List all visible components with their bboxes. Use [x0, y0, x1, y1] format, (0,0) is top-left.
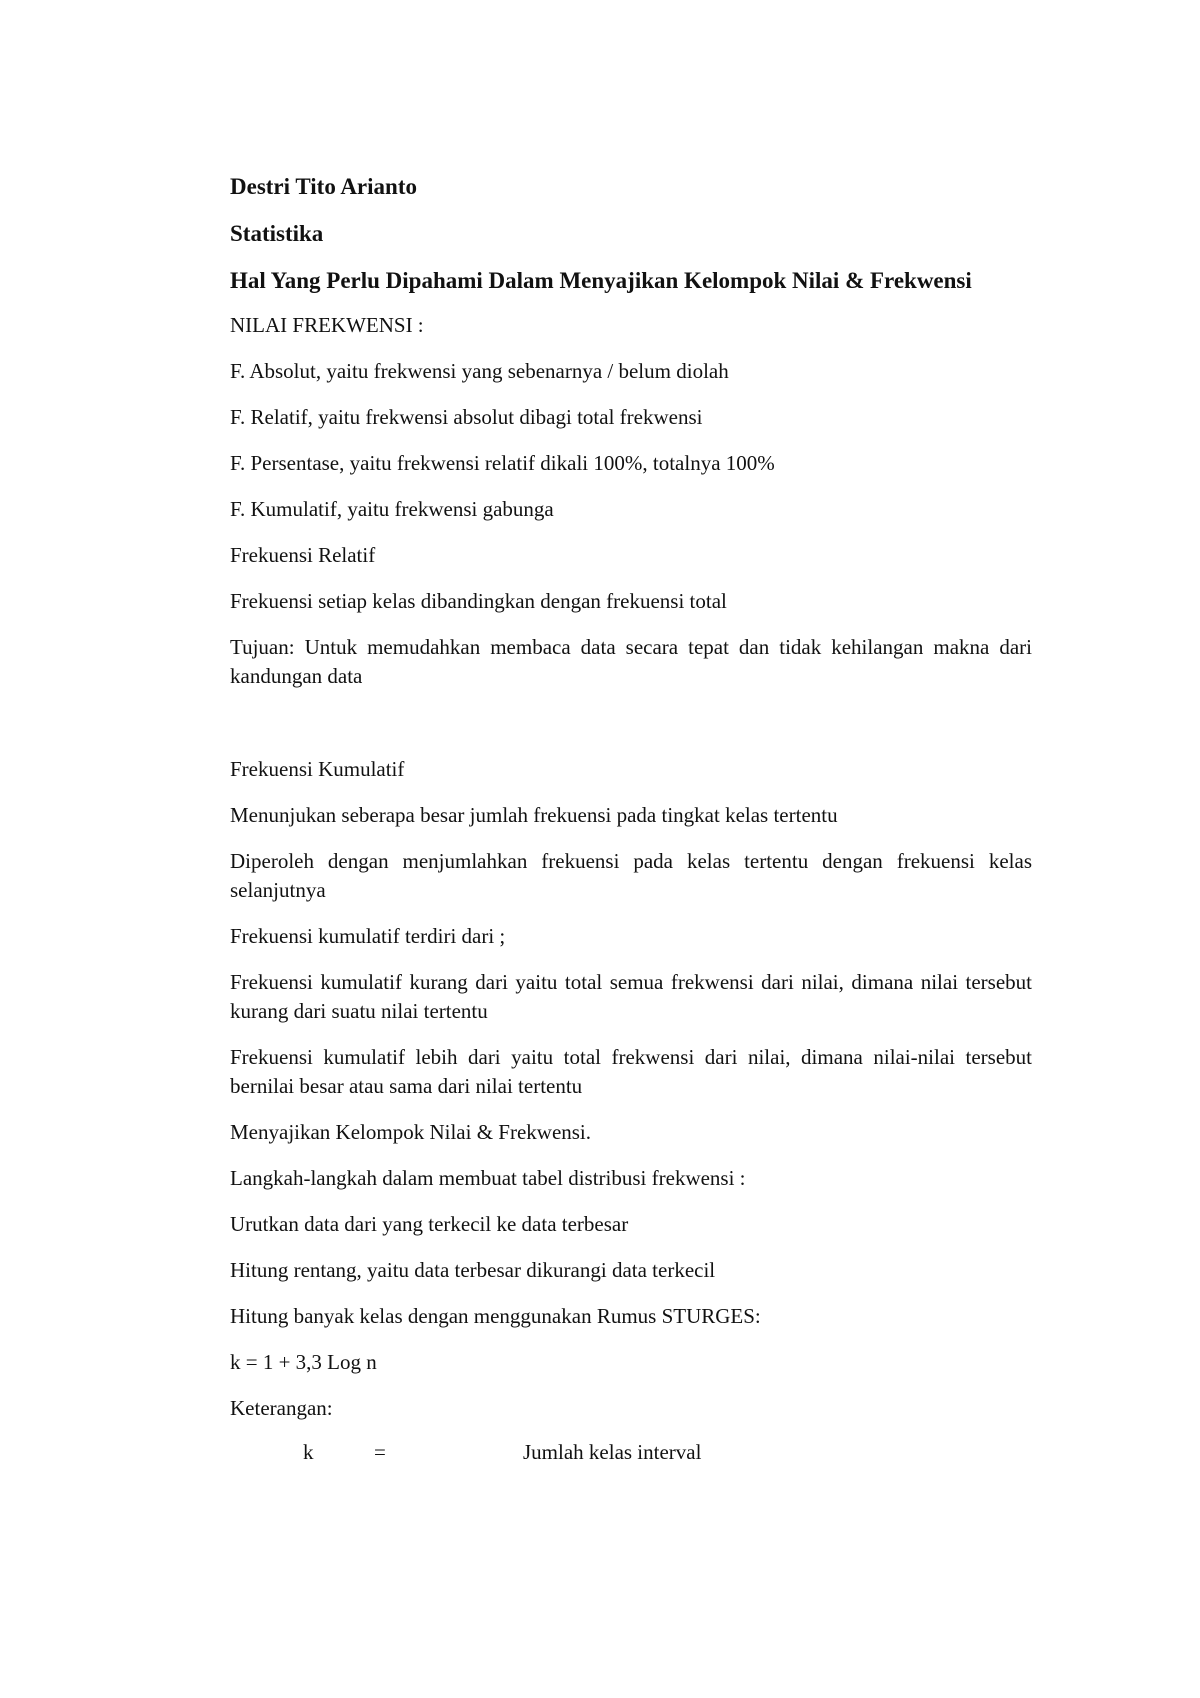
definition-relatif: F. Relatif, yaitu frekwensi absolut dibagi total frekwensi: [230, 405, 703, 429]
legend-label: Keterangan:: [230, 1396, 333, 1420]
step-sort: Urutkan data dari yang terkecil ke data terbesar: [230, 1212, 629, 1236]
kumulatif-less-than: Frekuensi kumulatif kurang dari yaitu total semua frekwensi dari nilai, dimana nilai tersebut kurang dari suatu nilai tertentu: [230, 970, 1032, 1023]
relatif-purpose: Tujuan: Untuk memudahkan membaca data secara tepat dan tidak kehilangan makna dari kandungan data: [230, 635, 1032, 688]
kumulatif-more-than: Frekuensi kumulatif lebih dari yaitu total frekwensi dari nilai, dimana nilai-nilai tersebut bernilai besar atau sama dari nilai tertentu: [230, 1045, 1032, 1098]
relatif-description: Frekuensi setiap kelas dibandingkan dengan frekuensi total: [230, 589, 727, 613]
legend-meaning: Jumlah kelas interval: [523, 1440, 702, 1464]
kumulatif-consists: Frekuensi kumulatif terdiri dari ;: [230, 924, 506, 948]
document-body: [230, 170, 1032, 1467]
relatif-heading: Frekuensi Relatif: [230, 543, 376, 567]
document-title: Hal Yang Perlu Dipahami Dalam Menyajikan Kelompok Nilai & Frekwensi: [230, 268, 972, 293]
kumulatif-description: Menunjukan seberapa besar jumlah frekuensi pada tingkat kelas tertentu: [230, 803, 838, 827]
author-name: Destri Tito Arianto: [230, 174, 417, 199]
legend-equals: =: [374, 1440, 386, 1464]
definition-kumulatif: F. Kumulatif, yaitu frekwensi gabunga: [230, 497, 554, 521]
presenting-heading: Menyajikan Kelompok Nilai & Frekwensi.: [230, 1120, 592, 1144]
definition-persentase: F. Persentase, yaitu frekwensi relatif dikali 100%, totalnya 100%: [230, 451, 775, 475]
subject-title: Statistika: [230, 221, 324, 246]
kumulatif-heading: Frekuensi Kumulatif: [230, 757, 405, 781]
steps-intro: Langkah-langkah dalam membuat tabel distribusi frekwensi :: [230, 1166, 746, 1190]
legend-row: [230, 1438, 1032, 1467]
legend-symbol: k: [303, 1440, 314, 1464]
sturges-formula: k = 1 + 3,3 Log n: [230, 1350, 377, 1374]
step-range: Hitung rentang, yaitu data terbesar dikurangi data terkecil: [230, 1258, 716, 1282]
kumulatif-derived: Diperoleh dengan menjumlahkan frekuensi pada kelas tertentu dengan frekuensi kelas selanjutnya: [230, 849, 1032, 902]
spacer: [230, 708, 1032, 755]
step-sturges: Hitung banyak kelas dengan menggunakan Rumus STURGES:: [230, 1304, 761, 1328]
definition-absolut: F. Absolut, yaitu frekwensi yang sebenarnya / belum diolah: [230, 359, 729, 383]
section-label: NILAI FREKWENSI :: [230, 313, 424, 337]
